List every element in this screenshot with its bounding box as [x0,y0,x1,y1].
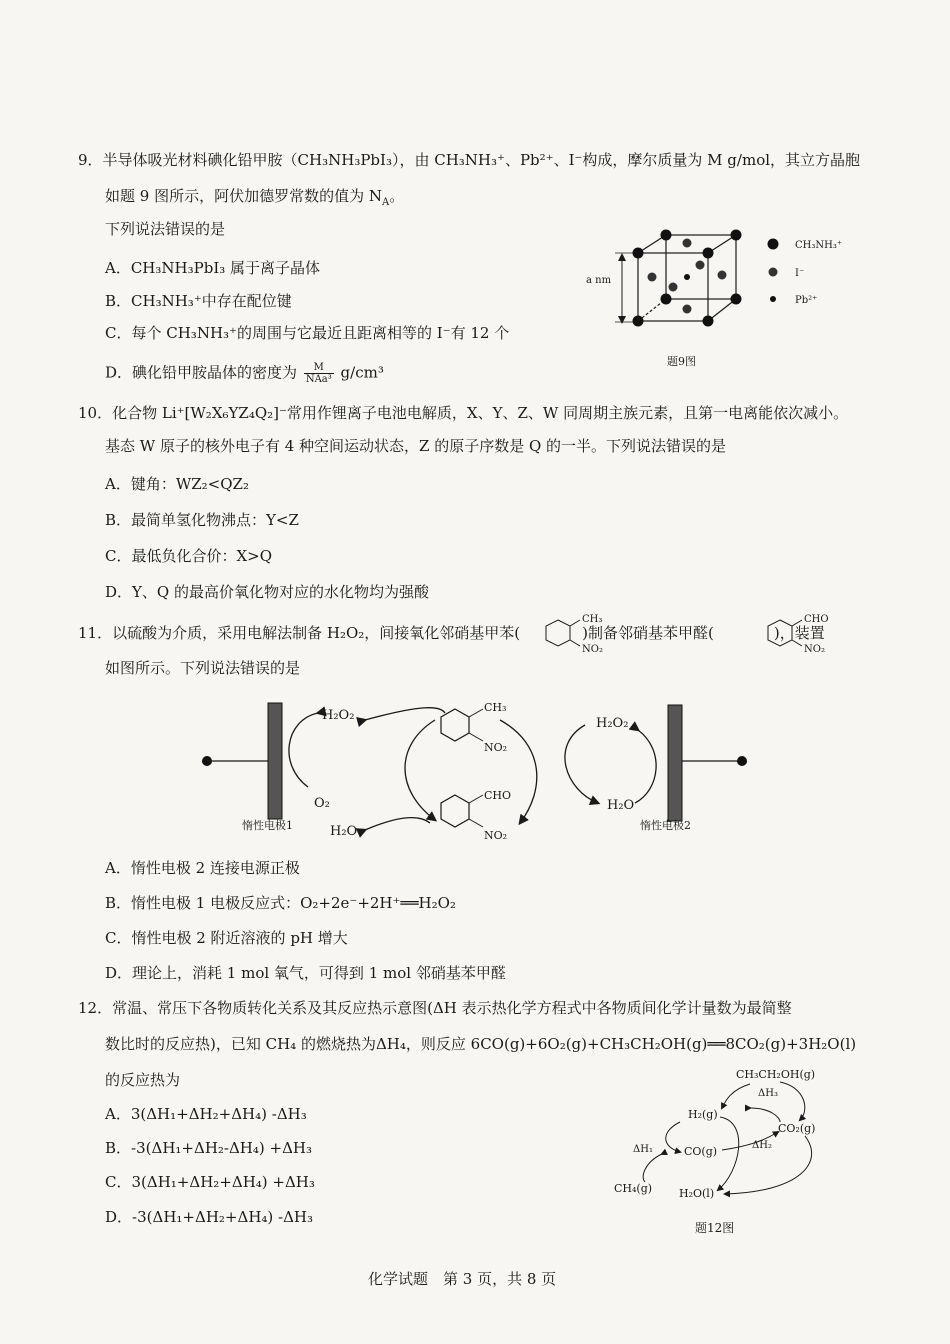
page-footer: 化学试题 第 3 页，共 8 页 [368,1270,557,1288]
co-label: CO(g) [684,1145,718,1158]
q11-option-d: D．理论上，消耗 1 mol 氧气，可得到 1 mol 邻硝基苯甲醛 [105,964,506,982]
q10-option-a: A．键角：WZ₂<QZ₂ [105,475,249,493]
q10-option-c: C．最低负化合价：X>Q [105,547,273,565]
right-h2o2: H₂O₂ [596,716,629,731]
dh3-label: ΔH₃ [758,1088,778,1099]
q11-electrolysis-figure [190,695,760,845]
svg-text:NO₂: NO₂ [484,829,508,842]
q12-option-d: D．-3(ΔH₁+ΔH₂+ΔH₄) -ΔH₃ [105,1208,314,1226]
q9-option-a: A．CH₃NH₃PbI₃ 属于离子晶体 [105,259,321,277]
left-o2: O₂ [314,796,330,811]
h2o-label: H₂O(l) [679,1187,715,1200]
q10-line1: 10．化合物 Li⁺[W₂X₆YZ₄Q₂]⁻常用作锂离子电池电解质，X、Y、Z、W 同周期主族元素，且第一电离能依次减小。 [78,404,849,422]
q9-line1: 9．半导体吸光材料碘化铅甲胺（CH₃NH₃PbI₃），由 CH₃NH₃⁺、Pb²⁺、I⁻构成，摩尔质量为 M g/mol，其立方晶胞 [78,151,861,169]
left-h2o2: H₂O₂ [322,708,355,723]
ethanol-label: CH₃CH₂OH(g) [736,1068,816,1081]
h2-label: H₂(g) [688,1108,718,1121]
q12-option-a: A．3(ΔH₁+ΔH₂+ΔH₄) -ΔH₃ [105,1105,307,1123]
svg-text:CH₃: CH₃ [582,614,603,625]
dh2-label: ΔH₂ [752,1140,772,1151]
q12-figure-caption: 题12图 [695,1221,735,1235]
svg-text:NO₂: NO₂ [582,644,603,655]
q9-option-b: B．CH₃NH₃⁺中存在配位键 [105,292,292,310]
q12-line1: 12．常温、常压下各物质转化关系及其反应热示意图(ΔH 表示热化学方程式中各物质间化学计量数为最简整 [78,999,792,1017]
inert-electrode-1 [268,703,282,819]
o-nitrobenzaldehyde-structure [441,789,511,842]
q11-option-c: C．惰性电极 2 附近溶液的 pH 增大 [105,929,348,947]
svg-text:NO₂: NO₂ [484,741,508,754]
q9-unit-cell-figure [580,225,860,375]
q11-option-a: A．惰性电极 2 连接电源正极 [105,859,300,877]
q10-option-b: B．最简单氢化物沸点：Y<Z [105,511,299,529]
q11-line1: 11．以硫酸为介质，采用电解法制备 H₂O₂，间接氧化邻硝基甲苯( )制备邻硝基苯甲醛( )，装置 [78,624,825,642]
right-h2o: H₂O [607,798,635,813]
o-nitrobenzaldehyde-inline-structure [762,612,832,657]
q12-option-c: C．3(ΔH₁+ΔH₂+ΔH₄) +ΔH₃ [105,1173,315,1191]
q9-line2: 如题 9 图所示，阿伏加德罗常数的值为 $N_A$。 [105,187,405,208]
q10-option-d: D．Y、Q 的最高价氧化物对应的水化物均为强酸 [105,583,429,601]
o-nitrotoluene-inline-structure [540,612,610,657]
legend-iodide: I⁻ [795,268,805,279]
svg-text:CHO: CHO [484,789,512,802]
edge-length-label: a nm [586,275,612,286]
legend-ch3nh3: CH₃NH₃⁺ [795,240,843,251]
electrode-2-label: 惰性电极2 [640,819,691,832]
q12-option-b: B．-3(ΔH₁+ΔH₂-ΔH₄) +ΔH₃ [105,1139,313,1157]
q10-line2: 基态 W 原子的核外电子有 4 种空间运动状态，Z 的原子序数是 Q 的一半。下列说法错误的是 [105,437,727,455]
left-h2o: H₂O [330,824,358,839]
o-nitrotoluene-structure [441,701,507,754]
electrode-1-label: 惰性电极1 [242,819,293,832]
q9-option-d: D．碘化铅甲胺晶体的密度为 M NAa³ g/cm³ [105,362,384,385]
q12-reaction-heat-figure [600,1062,840,1242]
q9-figure-caption: 题9图 [667,355,696,368]
co2-label: CO₂(g) [778,1122,816,1135]
svg-text:CH₃: CH₃ [484,701,507,714]
svg-text:CHO: CHO [804,614,829,625]
q11-line2: 如图所示。下列说法错误的是 [105,659,301,677]
q11-option-b: B．惰性电极 1 电极反应式：O₂+2e⁻+2H⁺══H₂O₂ [105,894,456,912]
inert-electrode-2 [668,705,682,821]
svg-text:NO₂: NO₂ [804,644,825,655]
q9-stem: 下列说法错误的是 [105,220,226,238]
q12-line3: 的反应热为 [105,1071,181,1089]
q9-option-c: C．每个 CH₃NH₃⁺的周围与它最近且距离相等的 I⁻有 12 个 [105,324,510,342]
q12-line2: 数比时的反应热)，已知 CH₄ 的燃烧热为ΔH₄，则反应 6CO(g)+6O₂(g)+CH₃CH₂OH(g)══8CO₂(g)+3H₂O(l) [105,1035,857,1053]
dh1-label: ΔH₁ [633,1144,653,1155]
ch4-label: CH₄(g) [614,1182,653,1195]
legend-pb: Pb²⁺ [795,295,818,306]
